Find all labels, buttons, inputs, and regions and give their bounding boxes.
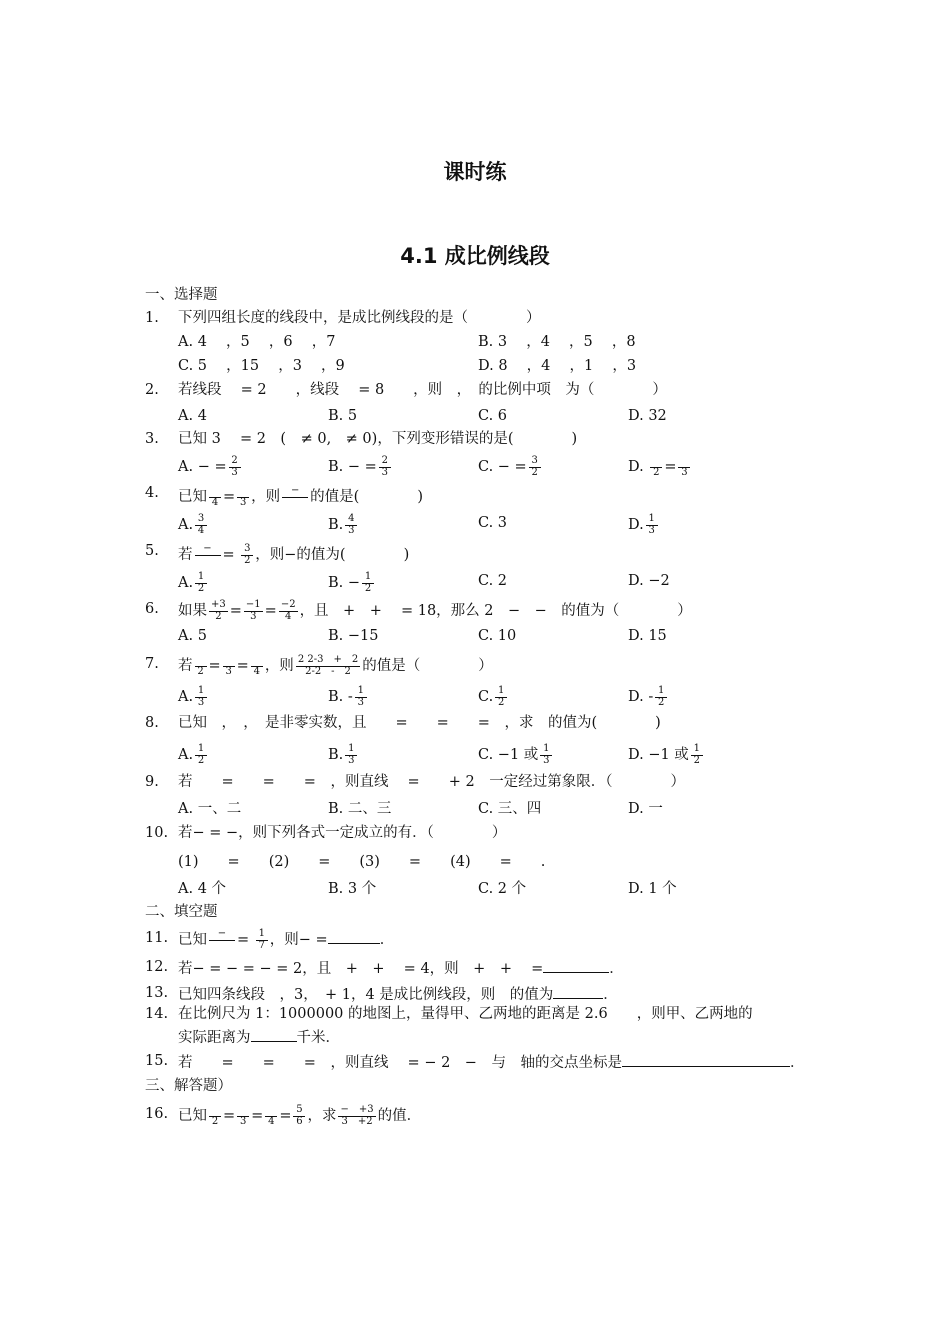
q12-end: ． [609,961,624,977]
q13-stem-text: 已知四条线段 ，3， + 1，4 是成比例线段，则 的值为 [178,987,554,1003]
q8-number: 8. [145,715,159,731]
q1-option-a: A. 4 ，5 ，6 ，7 [178,334,336,350]
frac-num [237,486,249,498]
q6-frac-3 [279,600,298,622]
q3-option-d [628,456,692,478]
frac-den: 4 [197,524,205,536]
q16-frac-1 [209,1105,221,1127]
q5-b-frac [362,572,374,594]
frac-den: 4 [268,1115,275,1127]
q7-a-text: A. [178,689,194,705]
q6-stem: 如果 $\frac{+3}{2}$ = $\frac{-1}{3}$ = $\frac{-2}{4}$ ，且 + + = 18，那么 2 − − 的值为（ ） [178,599,692,622]
frac-num: 1 [540,744,552,756]
q9-option-d: D. 一 [628,801,663,817]
q4-b-text: B. [328,517,344,533]
frac-den: 4 [285,610,292,622]
q3-stem: 已知 3 = 2 ( ≠ 0, ≠ 0)，下列变形错误的是( ) [178,431,578,447]
q8-d-text: D. −1 或 [628,747,689,763]
q5-stem [178,544,409,566]
q5-a-frac [195,572,207,594]
q4-a-text: A. [178,517,194,533]
frac-num [265,1105,277,1117]
frac-num: 2 2-3 + 2 [297,654,359,665]
section-solve: 三、解答题） [145,1078,232,1094]
frac-num [195,655,207,667]
q16-frac-2 [237,1105,249,1127]
q2-option-d: D. 32 [628,408,667,424]
frac-num: 1 [655,686,667,698]
q2-option-c: C. 6 [478,408,508,424]
q7-frac-1 [195,655,207,677]
q10-option-b: B. 3 个 [328,881,377,897]
q13-stem [178,986,618,1003]
q5-stem-3: ，则−的值为( ) [255,547,410,563]
frac-num: 1 [495,686,507,698]
q7-stem: 若 2 = 3 = 4 ，则 $\frac{2 2-3 + 2}{2-2 - 2}$ 的值是（ ） [178,654,493,677]
q6-frac-1 [209,600,228,622]
frac-num: 5 [293,1105,305,1117]
frac-den: 2 [693,754,700,766]
q7-frac-3 [251,655,263,677]
frac-num: 1 [195,686,207,698]
q13-number: 13. [145,985,169,1001]
q4-frac-3 [282,486,308,508]
frac-num: − +3 [340,1104,374,1115]
q6-option-a: A. 5 [178,628,207,644]
q9-option-b: B. 二、三 [328,801,392,817]
q14-number: 14. [145,1006,169,1022]
q11-stem [178,929,394,951]
q5-frac-1 [195,544,221,566]
q10-sub-items: (1) = (2) = (3) = (4) = . [178,854,546,870]
q4-a-frac [195,514,207,536]
q5-number: 5. [145,543,159,559]
q6-option-d: D. 15 [628,628,667,644]
q7-c-text: C. [478,689,494,705]
q7-option-c [478,686,509,708]
q5-frac-2 [241,544,253,566]
section-fill: 二、填空题 [145,904,218,920]
q4-b-frac [345,514,357,536]
q9-option-a: A. 一、二 [178,801,242,817]
q7-option-a [178,686,209,708]
frac-den: 3 [381,466,388,478]
frac-num: 2 [229,456,241,468]
frac-den: 6 [296,1115,303,1127]
frac-den: 2 [197,582,205,594]
q3-c-fraction [529,456,541,478]
q5-option-d: D. −2 [628,573,670,589]
frac-num: 3 [195,514,207,526]
frac-num: 1 [362,572,374,584]
frac-num [223,655,235,667]
q4-stem-3: 的值是( ) [310,489,423,505]
q10-option-a: A. 4 个 [178,881,227,897]
frac-num: 3 [529,456,541,468]
q8-option-b [328,744,359,766]
q2-stem: 若线段 = 2 ，线段 = 8 ，则 ， 的比例中项 为（ ） [178,382,667,398]
frac-num: − [195,544,221,556]
q12-stem [178,960,624,977]
frac-den: 3 [681,466,688,478]
frac-num [650,456,662,468]
q6-frac-2 [244,600,263,622]
q3-option-a [178,456,243,478]
q15-stem [178,1054,804,1071]
q7-c-frac [495,686,507,708]
q4-option-b [328,514,359,536]
q4-option-d [628,514,660,536]
q3-c-text: C. − = [478,459,527,475]
frac-den [195,556,221,567]
q5-stem-1: 若 [178,547,193,563]
frac-den: 2 [244,554,251,566]
q16-frac-4 [293,1105,305,1127]
q15-number: 15. [145,1053,169,1069]
frac-num: 1 [345,744,357,756]
q14-stem-2: 实际距离为 [178,1030,251,1046]
q3-option-b [328,456,393,478]
q8-option-c [478,744,554,766]
q3-b-text: B. − = [328,459,377,475]
frac-den: 3 [348,524,355,536]
frac-den: 2 [215,610,222,622]
q13-answer-blank[interactable] [553,986,603,999]
q16-number: 16. [145,1106,169,1122]
q4-option-c: C. 3 [478,515,508,531]
frac-num: − [282,486,308,498]
q14-stem-line-2 [178,1029,340,1046]
frac-den: 3 [231,466,238,478]
q6-number: 6. [145,601,159,617]
q1-number: 1. [145,310,159,326]
frac-num [237,1105,249,1117]
q11-stem-2: = [237,932,254,948]
q8-b-frac [345,744,357,766]
q11-frac-2 [256,929,268,951]
frac-num: 1 [646,514,658,526]
q4-d-frac [646,514,658,536]
frac-num: − [209,929,235,941]
q3-a-fraction [229,456,241,478]
frac-num: 1 [195,572,207,584]
frac-den [282,498,308,509]
q13-end: ． [603,987,618,1003]
q11-end: ． [379,932,395,948]
frac-num: 4 [345,514,357,526]
frac-num: 1 [195,744,207,756]
q5-b-text: B. − [328,575,361,591]
q14-answer-blank[interactable] [251,1029,297,1042]
frac-den: 2-2 - 2 [305,665,351,677]
frac-den: 2 [197,665,204,677]
q14-stem: 在比例尺为 1：1000000 的地图上，量得甲、乙两地的距离是 2.6 ，则甲、乙两地的 [178,1006,753,1022]
frac-num [209,1105,221,1117]
frac-num [209,486,221,498]
q5-stem-2: = [222,547,240,563]
q10-number: 10. [145,825,169,841]
q7-stem-3: 的值是（ ） [362,658,493,674]
frac-den: 3 [648,524,655,536]
q11-frac-1 [209,929,235,951]
q5-a-text: A. [178,575,194,591]
q10-stem: 若− = −，则下列各式一定成立的有．（ ） [178,825,507,841]
q1-stem: 下列四组长度的线段中，是成比例线段的是（ ） [178,310,541,326]
frac-den: 2 [211,1115,219,1127]
frac-num: 1 [256,929,268,941]
q3-d-text: D. [628,459,644,475]
q4-number: 4. [145,485,159,501]
q14-end: 千米． [296,1030,340,1046]
frac-num: 1 [355,686,367,698]
q9-stem: 若 = = = ，则直线 = + 2 一定经过第象限．（ ） [178,774,685,790]
frac-num: 1 [691,744,703,756]
q11-stem-1: 已知 [178,932,207,948]
frac-den [209,941,235,952]
q11-answer-blank[interactable] [328,931,380,944]
q16-stem: 已知 2 = 3 = 4 = $\frac{5}{6}$ ，求 $\frac{- +3}{3 +2}$ 的值． [178,1104,422,1127]
q5-option-b [328,572,376,594]
q2-option-a: A. 4 [178,408,207,424]
q5-option-a [178,572,209,594]
frac-den: 3 [197,696,205,708]
q7-stem-2: ，则 [264,658,294,674]
q7-big-frac [296,655,360,677]
q8-stem: 已知 ， ， 是非零实数，且 = = = ，求 的值为( ) [178,715,661,731]
q6-stem-2: ，且 + + = 18，那么 2 − − 的值为（ ） [299,603,692,619]
q12-number: 12. [145,959,169,975]
frac-num: −1 [245,599,261,610]
q16-big-frac [338,1105,375,1127]
q7-a-frac [195,686,207,708]
frac-num [678,456,690,468]
q12-stem-text: 若− = − = − = 2，且 + + = 4，则 + + = [178,961,544,977]
q8-b-text: B. [328,747,344,763]
frac-den: 3 [225,665,232,677]
q9-option-c: C. 三、四 [478,801,542,817]
frac-den: 2 [364,582,372,594]
q8-c-text: C. −1 或 [478,747,539,763]
q3-number: 3. [145,431,159,447]
q3-d-frac-1 [650,456,662,478]
q2-option-b: B. 5 [328,408,358,424]
frac-num: 2 [379,456,391,468]
frac-den: 3 [250,610,257,622]
q6-option-b: B. −15 [328,628,379,644]
q1-option-c: C. 5 ，15 ，3 ，9 [178,358,345,374]
doc-title: 课时练 [443,160,507,184]
frac-den: 3 +2 [341,1115,373,1127]
q16-stem-2: = [279,1108,292,1124]
q9-number: 9. [145,774,159,790]
frac-den: 2 [197,754,205,766]
q7-d-text: D. - [628,689,654,705]
q12-answer-blank[interactable] [543,960,609,973]
q4-stem-1: 已知 [178,489,207,505]
q7-b-text: B. - [328,689,353,705]
q7-d-frac [655,686,667,708]
frac-den: 2 [653,466,660,478]
q11-number: 11. [145,930,169,946]
frac-den: 3 [348,754,355,766]
q4-frac-1 [209,486,221,508]
q10-option-d: D. 1 个 [628,881,677,897]
q15-answer-blank[interactable] [622,1054,790,1067]
frac-num: +3 [211,599,226,610]
q3-d-frac-2 [678,456,690,478]
q8-a-text: A. [178,747,194,763]
q6-option-c: C. 10 [478,628,517,644]
q3-b-fraction [379,456,391,478]
frac-num: 3 [241,544,253,556]
q3-a-text: A. − = [178,459,227,475]
frac-den: 2 [498,696,505,708]
frac-den: 4 [253,665,260,677]
q15-stem-text: 若 = = = ，则直线 = − 2 − 与 轴的交点坐标是 [178,1055,622,1071]
frac-den: 2 [531,466,538,478]
q10-option-c: C. 2 个 [478,881,527,897]
frac-den: 3 [239,496,247,508]
q7-option-d [628,686,669,708]
q16-stem-1: 已知 [178,1108,207,1124]
q8-c-frac [540,744,552,766]
q4-stem: 已知 4 = 3 ，则 − 的值是( ) [178,485,423,508]
q8-option-a [178,744,209,766]
q2-number: 2. [145,382,159,398]
frac-den: 4 [211,496,219,508]
frac-den: 7 [258,939,265,951]
q5-option-c: C. 2 [478,573,508,589]
q7-stem-1: 若 [178,658,193,674]
frac-den: 3 [357,696,364,708]
frac-den: 2 [658,696,665,708]
q7-option-b [328,686,369,708]
q7-number: 7. [145,656,159,672]
section-choice: 一、选择题 [145,287,218,303]
q3-d-eq: = [664,459,677,475]
q15-end: ． [789,1055,805,1071]
q4-d-text: D. [628,517,644,533]
q7-frac-2 [223,655,235,677]
q4-frac-2 [237,486,249,508]
q16-stem-4: 的值． [377,1108,422,1124]
q16-stem-3: ，求 [307,1108,337,1124]
q16-frac-3 [265,1105,277,1127]
frac-num [251,655,263,667]
frac-den: 3 [239,1115,247,1127]
q3-option-c [478,456,543,478]
doc-subtitle: 4.1 成比例线段 [400,244,550,268]
q11-stem-3: ，则− = [269,932,328,948]
q4-stem-2: ，则 [251,489,281,505]
q7-b-frac [355,686,367,708]
q1-option-b: B. 3 ，4 ，5 ，8 [478,334,636,350]
q6-stem-1: 如果 [178,603,207,619]
q8-option-d [628,744,705,766]
q8-d-frac [691,744,703,766]
frac-num: −2 [280,599,296,610]
frac-den: 3 [543,754,550,766]
q4-option-a [178,514,209,536]
q1-option-d: D. 8 ，4 ，1 ，3 [478,358,637,374]
q8-a-frac [195,744,207,766]
